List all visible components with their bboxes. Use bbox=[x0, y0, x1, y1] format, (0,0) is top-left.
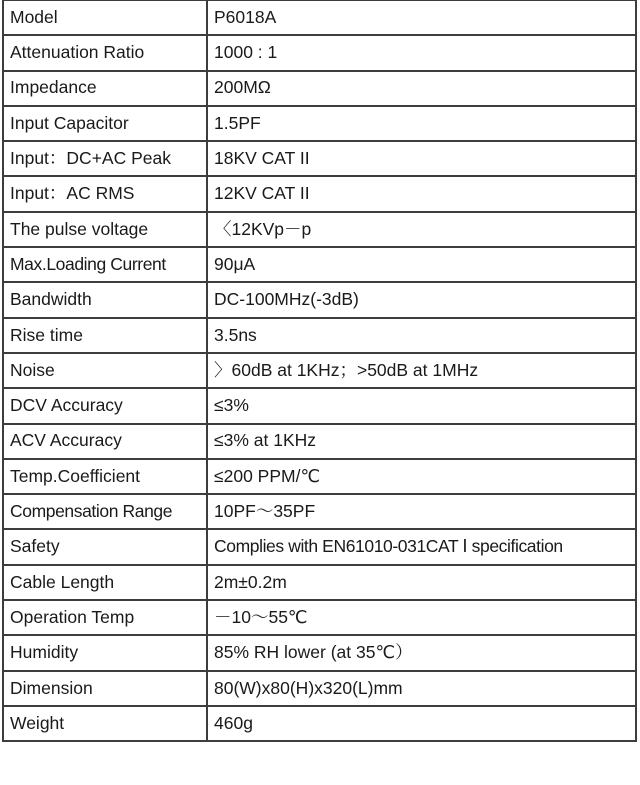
param-label: Model bbox=[3, 0, 207, 35]
table-row-input-ac-rms bbox=[3, 176, 636, 211]
table-row-max-loading-current bbox=[3, 247, 636, 282]
table-row-model bbox=[3, 0, 636, 35]
table-row-dcv-accuracy bbox=[3, 388, 636, 423]
table-row-safety bbox=[3, 529, 636, 564]
param-label: Max.Loading Current bbox=[3, 247, 207, 282]
param-value: 85% RH lower (at 35℃） bbox=[207, 635, 636, 670]
param-value: P6018A bbox=[207, 0, 636, 35]
param-value: Complies with EN61010-031CAT Ⅰ specification bbox=[207, 529, 636, 564]
param-value: 2m±0.2m bbox=[207, 565, 636, 600]
param-label: The pulse voltage bbox=[3, 212, 207, 247]
param-label: ACV Accuracy bbox=[3, 424, 207, 459]
param-label: Temp.Coefficient bbox=[3, 459, 207, 494]
table-row-input-dc-ac-peak bbox=[3, 141, 636, 176]
spec-table bbox=[2, 0, 637, 742]
param-label: Bandwidth bbox=[3, 282, 207, 317]
param-value: 1000 : 1 bbox=[207, 35, 636, 70]
table-row-rise-time bbox=[3, 318, 636, 353]
table-row-weight bbox=[3, 706, 636, 741]
table-row-operation-temp bbox=[3, 600, 636, 635]
param-value: DC-100MHz(-3dB) bbox=[207, 282, 636, 317]
table-row-impedance bbox=[3, 71, 636, 106]
param-label: Safety bbox=[3, 529, 207, 564]
table-row-acv-accuracy bbox=[3, 424, 636, 459]
table-row-pulse-voltage bbox=[3, 212, 636, 247]
param-value: 12KV CAT II bbox=[207, 176, 636, 211]
param-label: DCV Accuracy bbox=[3, 388, 207, 423]
param-value: ≤3% bbox=[207, 388, 636, 423]
param-value: －10～55℃ bbox=[207, 600, 636, 635]
param-label: Input：DC+AC Peak bbox=[3, 141, 207, 176]
param-value: ≤200 PPM/℃ bbox=[207, 459, 636, 494]
table-row-compensation-range bbox=[3, 494, 636, 529]
table-row-noise bbox=[3, 353, 636, 388]
param-value: 80(W)x80(H)x320(L)mm bbox=[207, 671, 636, 706]
param-value: ≤3% at 1KHz bbox=[207, 424, 636, 459]
param-label: Noise bbox=[3, 353, 207, 388]
table-row-temp-coefficient bbox=[3, 459, 636, 494]
param-label: Rise time bbox=[3, 318, 207, 353]
param-label: Weight bbox=[3, 706, 207, 741]
param-label: Cable Length bbox=[3, 565, 207, 600]
param-label: Operation Temp bbox=[3, 600, 207, 635]
param-value: 〈12KVp－p bbox=[207, 212, 636, 247]
param-label: Input Capacitor bbox=[3, 106, 207, 141]
param-value: 200MΩ bbox=[207, 71, 636, 106]
param-value: 10PF～35PF bbox=[207, 494, 636, 529]
param-label: Input：AC RMS bbox=[3, 176, 207, 211]
table-row-bandwidth bbox=[3, 282, 636, 317]
table-row-humidity bbox=[3, 635, 636, 670]
table-row-input-capacitor bbox=[3, 106, 636, 141]
param-value: 1.5PF bbox=[207, 106, 636, 141]
table-row-attenuation-ratio bbox=[3, 35, 636, 70]
param-value: 460g bbox=[207, 706, 636, 741]
param-value: 90μA bbox=[207, 247, 636, 282]
param-value: 〉60dB at 1KHz；>50dB at 1MHz bbox=[207, 353, 636, 388]
param-label: Attenuation Ratio bbox=[3, 35, 207, 70]
param-value: 18KV CAT II bbox=[207, 141, 636, 176]
param-label: Compensation Range bbox=[3, 494, 207, 529]
table-row-cable-length bbox=[3, 565, 636, 600]
param-value: 3.5ns bbox=[207, 318, 636, 353]
param-label: Impedance bbox=[3, 71, 207, 106]
table-row-dimension bbox=[3, 671, 636, 706]
param-label: Humidity bbox=[3, 635, 207, 670]
param-label: Dimension bbox=[3, 671, 207, 706]
